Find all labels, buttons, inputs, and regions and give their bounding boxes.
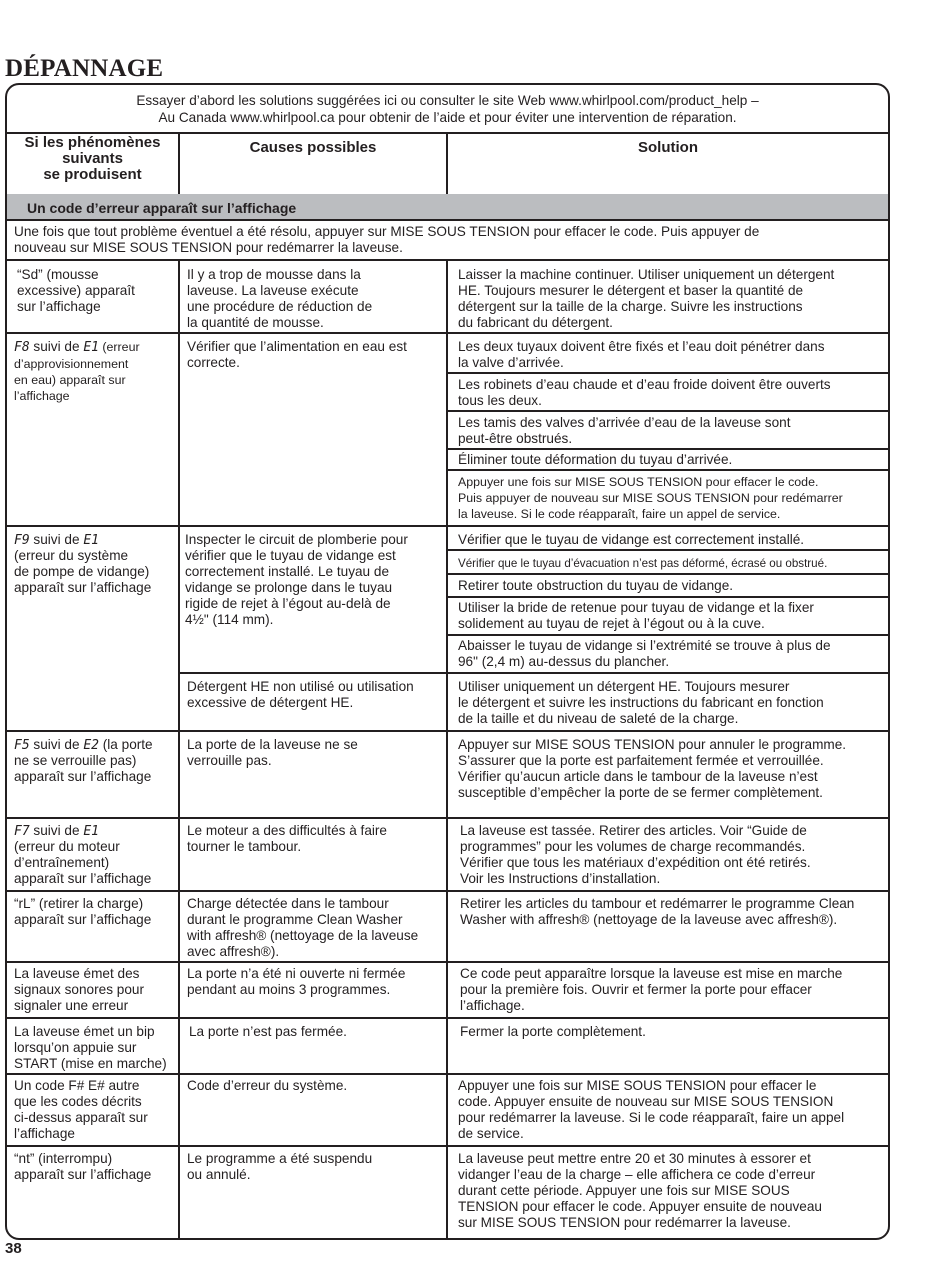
solution-f8-1: Les deux tuyaux doivent être fixés et l’eau doit pénétrer dans la valve d’arrivée. [458, 339, 825, 370]
divider [446, 259, 448, 1240]
cause-f8: Vérifier que l’alimentation en eau est correcte. [187, 339, 407, 370]
solution-f8-5: Appuyer une fois sur MISE SOUS TENSION pour effacer le code. Puis appuyer de nouveau sur MISE SOUS TENSION pour redémarrer la laveuse. Si le code réapparaît, faire un appel de service. [458, 475, 843, 521]
symptom-f7-detail: (erreur du moteur d’entraînement) apparaît sur l’affichage [14, 839, 152, 886]
divider [448, 634, 888, 636]
divider [448, 372, 888, 374]
symptom-beep-error: La laveuse émet des signaux sonores pour signaler une erreur [14, 966, 144, 1013]
symptom-f8: F8 suivi de E1 (erreur [14, 339, 140, 355]
section-title: Un code d’erreur apparaît sur l’affichage [27, 200, 297, 216]
solution-f8-2: Les robinets d’eau chaude et d’eau froide doivent être ouverts tous les deux. [458, 377, 831, 408]
solution-f8-4: Éliminer toute déformation du tuyau d’arrivée. [458, 452, 733, 467]
section-note: Une fois que tout problème éventuel a été résolu, appuyer sur MISE SOUS TENSION pour effacer le code. Puis appuyer de nouveau sur MISE SOUS TENSION pour redémarrer la laveuse. [14, 224, 760, 255]
solution-f5: Appuyer sur MISE SOUS TENSION pour annuler le programme. S’assurer que la porte est parfaitement fermée et verrouillée. Vérifier qu’aucun article dans le tambour de la laveuse n’est susceptible d’empêcher la porte de se fermer complètement. [458, 737, 847, 800]
symptom-f9-detail: (erreur du système de pompe de vidange) apparaît sur l’affichage [14, 548, 152, 595]
symptom-other-code: Un code F# E# autre que les codes décrits ci-dessus apparaît sur l’affichage [14, 1078, 148, 1141]
divider [448, 469, 888, 471]
cause-f9-1: Inspecter le circuit de plomberie pour vérifier que le tuyau de vidange est correctement installé. Le tuyau de vidange se prolonge dans le tuyau rigide de rejet à l’égout au-delà de 4½" (114 mm). [185, 532, 408, 627]
page-title: DÉPANNAGE [5, 55, 164, 82]
intro-line-2: Au Canada www.whirlpool.ca pour obtenir de l’aide et pour éviter une intervention de réparation. [158, 110, 737, 125]
divider [7, 219, 888, 221]
solution-f8-3: Les tamis des valves d’arrivée d’eau de la laveuse sont peut-être obstrués. [458, 415, 791, 446]
symptom-f5: F5 suivi de E2 (la porte [14, 737, 153, 753]
cause-other-code: Code d’erreur du système. [187, 1078, 348, 1093]
symptom-f9: F9 suivi de E1 [14, 532, 99, 548]
error-code-e1: E1 [83, 533, 99, 548]
cause-beep-start: La porte n’est pas fermée. [189, 1024, 347, 1039]
header-causes: Causes possibles [249, 139, 377, 156]
symptom-f7: F7 suivi de E1 [14, 823, 99, 839]
solution-beep-start: Fermer la porte complètement. [460, 1024, 646, 1039]
error-code-e1: E1 [83, 340, 99, 355]
error-code-e2: E2 [83, 738, 99, 753]
solution-f9-1: Vérifier que le tuyau de vidange est correctement installé. [458, 532, 805, 547]
cause-nt: Le programme a été suspendu ou annulé. [187, 1151, 373, 1182]
cause-f9-2: Détergent HE non utilisé ou utilisation excessive de détergent HE. [187, 679, 414, 710]
divider [448, 410, 888, 412]
symptom-f5-detail: ne se verrouille pas) apparaît sur l’affichage [14, 753, 152, 784]
solution-beep-error: Ce code peut apparaître lorsque la laveuse est mise en marche pour la première fois. Ouvrir et fermer la porte pour effacer l’affichage. [460, 966, 843, 1013]
error-code-f5: F5 [14, 738, 30, 753]
symptom-nt: “nt” (interrompu) apparaît sur l’affichage [14, 1151, 152, 1182]
solution-f9-3: Retirer toute obstruction du tuyau de vidange. [458, 578, 734, 593]
error-code-f8: F8 [14, 340, 30, 355]
solution-rl: Retirer les articles du tambour et redémarrer le programme Clean Washer with affresh® (nettoyage de la laveuse avec affresh®). [460, 896, 855, 927]
cause-f7: Le moteur a des difficultés à faire tourner le tambour. [187, 823, 387, 854]
solution-nt: La laveuse peut mettre entre 20 et 30 minutes à essorer et vidanger l’eau de la charge – elle affichera ce code d’erreur durant cette période. Appuyer une fois sur MISE SOUS TENSION pour effacer le code. Appuyer ensuite de nouveau sur MISE SOUS TENSION pour redémarrer la laveuse. [458, 1151, 822, 1230]
solution-sd: Laisser la machine continuer. Utiliser uniquement un détergent HE. Toujours mesurer le détergent et baser la quantité de détergent sur la taille de la charge. Suivre les instructions du fabricant du détergent. [458, 267, 835, 330]
page-number: 38 [5, 1240, 22, 1257]
divider [448, 596, 888, 598]
cause-rl: Charge détectée dans le tambour durant le programme Clean Washer with affresh® (nettoyage de la laveuse avec affresh®). [187, 896, 419, 959]
intro-line-1: Essayer d’abord les solutions suggérées ici ou consulter le site Web www.whirlpool.com/product_help – [136, 93, 759, 108]
solution-f9-6: Utiliser uniquement un détergent HE. Toujours mesurer le détergent et suivre les instructions du fabricant en fonction de la taille et du niveau de saleté de la charge. [458, 679, 824, 726]
symptom-beep-start: La laveuse émet un bip lorsqu’on appuie sur START (mise en marche) [14, 1024, 167, 1071]
divider [448, 448, 888, 450]
divider [448, 573, 888, 575]
error-code-e1: E1 [83, 824, 99, 839]
divider [448, 549, 888, 551]
cause-sd: Il y a trop de mousse dans la laveuse. La laveuse exécute une procédure de réduction de la quantité de mousse. [187, 267, 373, 330]
header-solution: Solution [638, 139, 698, 156]
solution-f9-4: Utiliser la bride de retenue pour tuyau de vidange et la fixer solidement au tuyau de rejet à l’égout ou à la cuve. [458, 600, 814, 631]
error-code-f9: F9 [14, 533, 30, 548]
header-symptom: Si les phénomènes suivants se produisent [24, 134, 161, 183]
solution-f9-5: Abaisser le tuyau de vidange si l’extrémité se trouve à plus de 96" (2,4 m) au-dessus du plancher. [458, 638, 831, 669]
symptom-sd: “Sd” (mousse excessive) apparaît sur l’affichage [17, 267, 135, 314]
cause-f5: La porte de la laveuse ne se verrouille pas. [187, 737, 358, 768]
error-code-f7: F7 [14, 824, 30, 839]
solution-f7: La laveuse est tassée. Retirer des articles. Voir “Guide de programmes” pour les volumes de charge recommandés. Vérifier que tous les matériaux d’expédition ont été retirés. Voir les Instructions d’installation. [460, 823, 811, 886]
solution-other-code: Appuyer une fois sur MISE SOUS TENSION pour effacer le code. Appuyer ensuite de nouveau sur MISE SOUS TENSION pour redémarrer la laveuse. Si le code réapparaît, faire un appel de service. [458, 1078, 845, 1141]
troubleshooting-table [5, 83, 890, 1240]
divider [180, 672, 888, 674]
solution-f9-2: Vérifier que le tuyau d’évacuation n’est pas déformé, écrasé ou obstrué. [458, 557, 828, 570]
divider [178, 259, 180, 1240]
symptom-f8-detail: d’approvisionnement en eau) apparaît sur l’affichage [14, 357, 129, 403]
symptom-rl: “rL” (retirer la charge) apparaît sur l’affichage [14, 896, 152, 927]
cause-beep-error: La porte n’a été ni ouverte ni fermée pendant au moins 3 programmes. [187, 966, 406, 997]
